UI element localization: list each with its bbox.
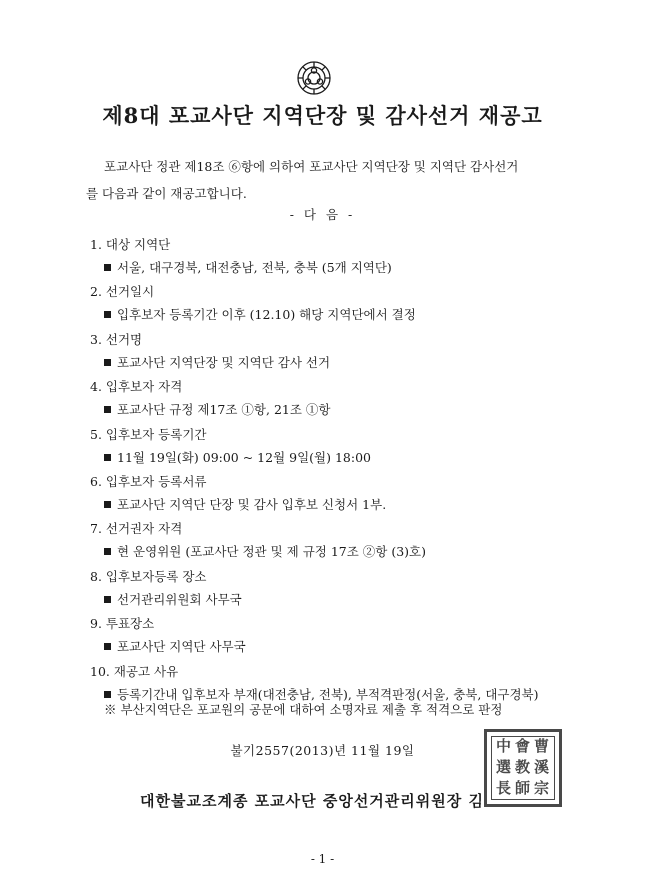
list-item: [90, 420, 590, 467]
item-heading: 4. 입후보자 자격: [90, 379, 183, 395]
seal-glyph: 會: [514, 737, 530, 755]
square-bullet-icon: [104, 548, 111, 555]
item-heading: 8. 입후보자등록 장소: [90, 568, 207, 584]
item-heading: 10. 재공고 사유: [90, 663, 179, 679]
item-detail: 입후보자 등록기간 이후 (12.10) 해당 지역단에서 결정: [104, 305, 416, 323]
seal-glyph: 溪: [533, 758, 549, 776]
seal-glyph: 選: [495, 758, 511, 776]
square-bullet-icon: [104, 264, 111, 271]
seal-glyph: 教: [514, 758, 530, 776]
list-item: [90, 230, 590, 277]
section-separator: - 다 음 -: [289, 207, 356, 222]
item-heading: 9. 투표장소: [90, 616, 155, 632]
square-bullet-icon: [104, 501, 111, 508]
item-heading: 7. 선거권자 자격: [90, 521, 183, 537]
intro-line-1: 포교사단 정관 제18조 ⑥항에 의하여 포교사단 지역단장 및 지역단 감사선거: [104, 159, 519, 174]
square-bullet-icon: [104, 596, 111, 603]
item-heading: 3. 선거명: [90, 331, 143, 347]
list-item: [90, 657, 590, 704]
item-detail: 포교사단 지역단 사무국: [104, 637, 246, 655]
square-bullet-icon: [104, 311, 111, 318]
square-bullet-icon: [104, 406, 111, 413]
seal-glyph: 長: [495, 779, 511, 797]
list-item: [90, 372, 590, 419]
signature-line: 대한불교조계종 포교사단 중앙선거관리위원장 김: [140, 792, 484, 810]
item-detail: 등록기간내 입후보자 부재(대전충남, 전북), 부적격판정(서울, 충북, 대구경북): [104, 685, 539, 703]
item-heading: 2. 선거일시: [90, 284, 155, 300]
list-item: [90, 325, 590, 372]
page-number: - 1 -: [310, 852, 335, 866]
seal-glyph: 曹: [533, 737, 549, 755]
item-list: [90, 230, 590, 704]
square-bullet-icon: [104, 454, 111, 461]
item-heading: 6. 입후보자 등록서류: [90, 473, 207, 489]
square-bullet-icon: [104, 643, 111, 650]
seal-glyph: 宗: [533, 779, 549, 797]
list-item: [90, 467, 590, 514]
footnote: ※ 부산지역단은 포교원의 공문에 대하여 소명자료 제출 후 적격으로 판정: [104, 702, 503, 717]
item-heading: 5. 입후보자 등록기간: [90, 426, 207, 442]
official-seal: [484, 729, 562, 807]
item-detail: 11월 19일(화) 09:00 ~ 12월 9일(월) 18:00: [104, 448, 371, 466]
list-item: [90, 562, 590, 609]
item-detail: 포교사단 규정 제17조 ①항, 21조 ①항: [104, 400, 330, 418]
seal-glyph: 師: [514, 779, 530, 797]
item-detail: 포교사단 지역단 단장 및 감사 입후보 신청서 1부.: [104, 495, 386, 513]
intro-paragraph: [86, 153, 586, 207]
list-item: [90, 277, 590, 324]
square-bullet-icon: [104, 359, 111, 366]
square-bullet-icon: [104, 691, 111, 698]
issue-date: 불기2557(2013)년 11월 19일: [230, 743, 415, 758]
list-item: [90, 514, 590, 561]
item-detail: 선거관리위원회 사무국: [104, 590, 242, 608]
item-detail: 포교사단 지역단장 및 지역단 감사 선거: [104, 353, 330, 371]
item-heading: 1. 대상 지역단: [90, 237, 171, 252]
notice-title: 제8대 포교사단 지역단장 및 감사선거 재공고: [102, 103, 543, 128]
list-item: [90, 609, 590, 656]
intro-line-2: 를 다음과 같이 재공고합니다.: [86, 186, 247, 201]
seal-glyph: 中: [495, 737, 511, 755]
item-detail: 서울, 대구경북, 대전충남, 전북, 충북 (5개 지역단): [104, 258, 392, 276]
item-detail: 현 운영위원 (포교사단 정관 및 제 규정 17조 ②항 (3)호): [104, 542, 426, 560]
buddhist-wheel-emblem-icon: [296, 60, 332, 96]
